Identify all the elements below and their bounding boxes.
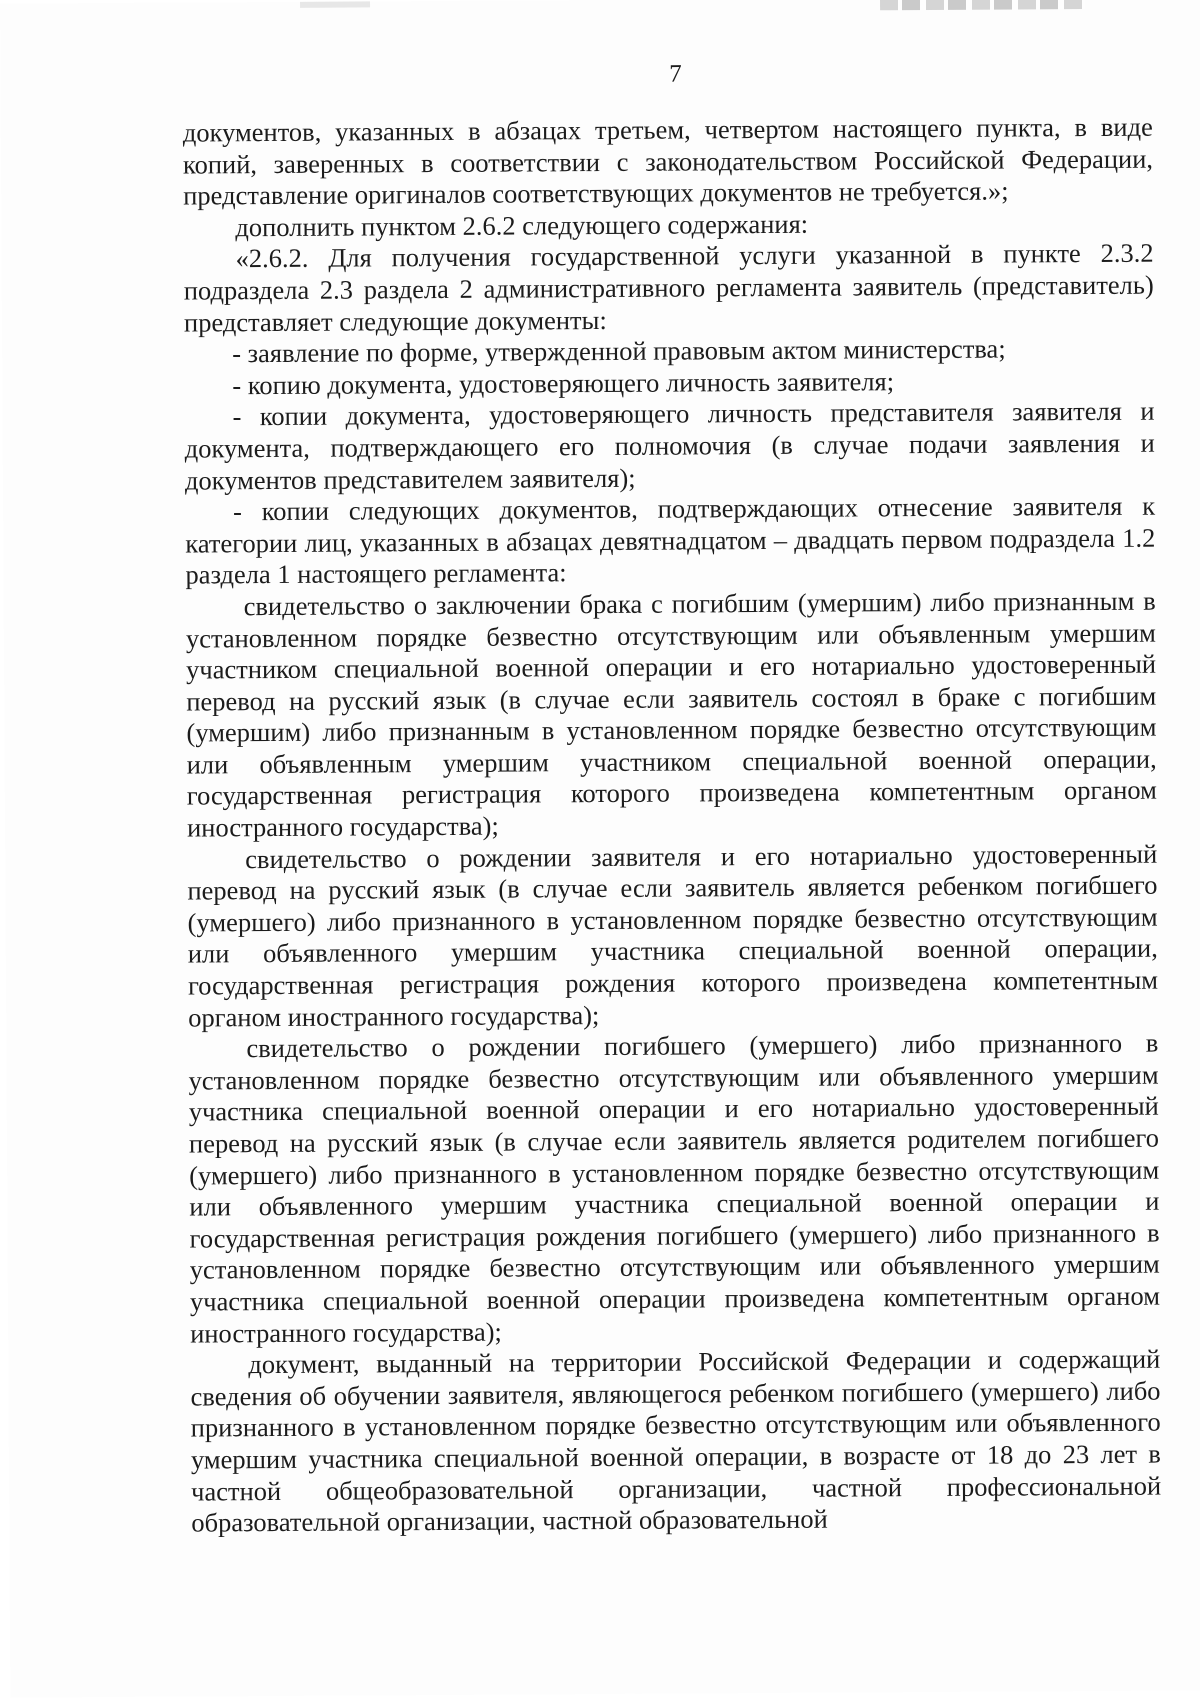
scan-artifact bbox=[300, 1, 370, 7]
paragraph-clause-2-6-2: «2.6.2. Для получения государственной услуги указанной в пункте 2.3.2 подраздела 2.3 раздела 2 административного регламента заявитель (представитель) представляет следующие документы: bbox=[183, 237, 1154, 338]
list-item: - копии следующих документов, подтверждающих отнесение заявителя к категории лиц, указанных в абзацах девятнадцатом – двадцать первом подраздела 1.2 раздела 1 настоящего регламента: bbox=[185, 490, 1156, 590]
paragraph-amendment-intro: дополнить пунктом 2.6.2 следующего содержания: bbox=[235, 208, 809, 243]
sub-item-paragraph: свидетельство о рождении погибшего (умершего) либо признанного в установленном порядке безвестно отсутствующим или объявленного умершим участника специальной военной операции и его нотариально удостоверенный перевод на русский язык (в случае если заявитель является родителем погибшего (умершего) либо признанного в установленном порядке безвестно отсутствующим или объявленного умершим участника специальной военной операции и государственная регистрация рождения погибшего (умершего) либо признанного в установленном порядке безвестно отсутствующим или объявленного умершим участника специальной военной операции произведена компетентным органом иностранного государства); bbox=[188, 1027, 1161, 1349]
page-number: 7 bbox=[669, 60, 682, 88]
list-item: - заявление по форме, утвержденной правовым актом министерства; bbox=[232, 333, 1006, 369]
scan-artifact bbox=[880, 0, 1085, 10]
sub-item-paragraph: документ, выданный на территории Российской Федерации и содержащий сведения об обучении заявителя, являющегося ребенком погибшего (умершего) либо признанного в установленном порядке безвестно отсутствующим или объявленного умершим участника специальной военной операции, в возрасте от 18 до 23 лет в частной общеобразовательной организации, частной профессиональной образовательной организации, частной образовательной bbox=[190, 1343, 1162, 1538]
paragraph-continuation: документов, указанных в абзацах третьем, четвертом настоящего пункта, в виде копий, заверенных в соответствии с законодательством Российской Федерации, представление оригиналов соответствующих документов не требуется.»; bbox=[182, 111, 1154, 211]
sub-item-paragraph: свидетельство о рождении заявителя и его нотариально удостоверенный перевод на русский язык (в случае если заявитель является ребенком погибшего (умершего) либо признанного в установленном порядке безвестно отсутствующим или объявленного умершим участника специальной военной операции, государственная регистрация рождения которого произведена компетентным органом иностранного государства); bbox=[187, 838, 1159, 1033]
list-item: - копии документа, удостоверяющего личность представителя заявителя и документа, подтверждающего его полномочия (в случае подачи заявления и документов представителем заявителя); bbox=[184, 395, 1155, 496]
document-body bbox=[183, 112, 1162, 1540]
sub-item-paragraph: свидетельство о заключении брака с погибшим (умершим) либо признанным в установленном порядке безвестно отсутствующим или объявленным умершим участником специальной военной операции и его нотариально удостоверенный перевод на русский язык (в случае если заявитель состоял в браке с погибшим (умершим) либо признанным в установленном порядке безвестно отсутствующим или объявленным умершим участником специальной военной операции, государственная регистрация которого произведена компетентным органом иностранного государства); bbox=[185, 585, 1157, 843]
list-item: - копию документа, удостоверяющего личность заявителя; bbox=[232, 365, 895, 401]
